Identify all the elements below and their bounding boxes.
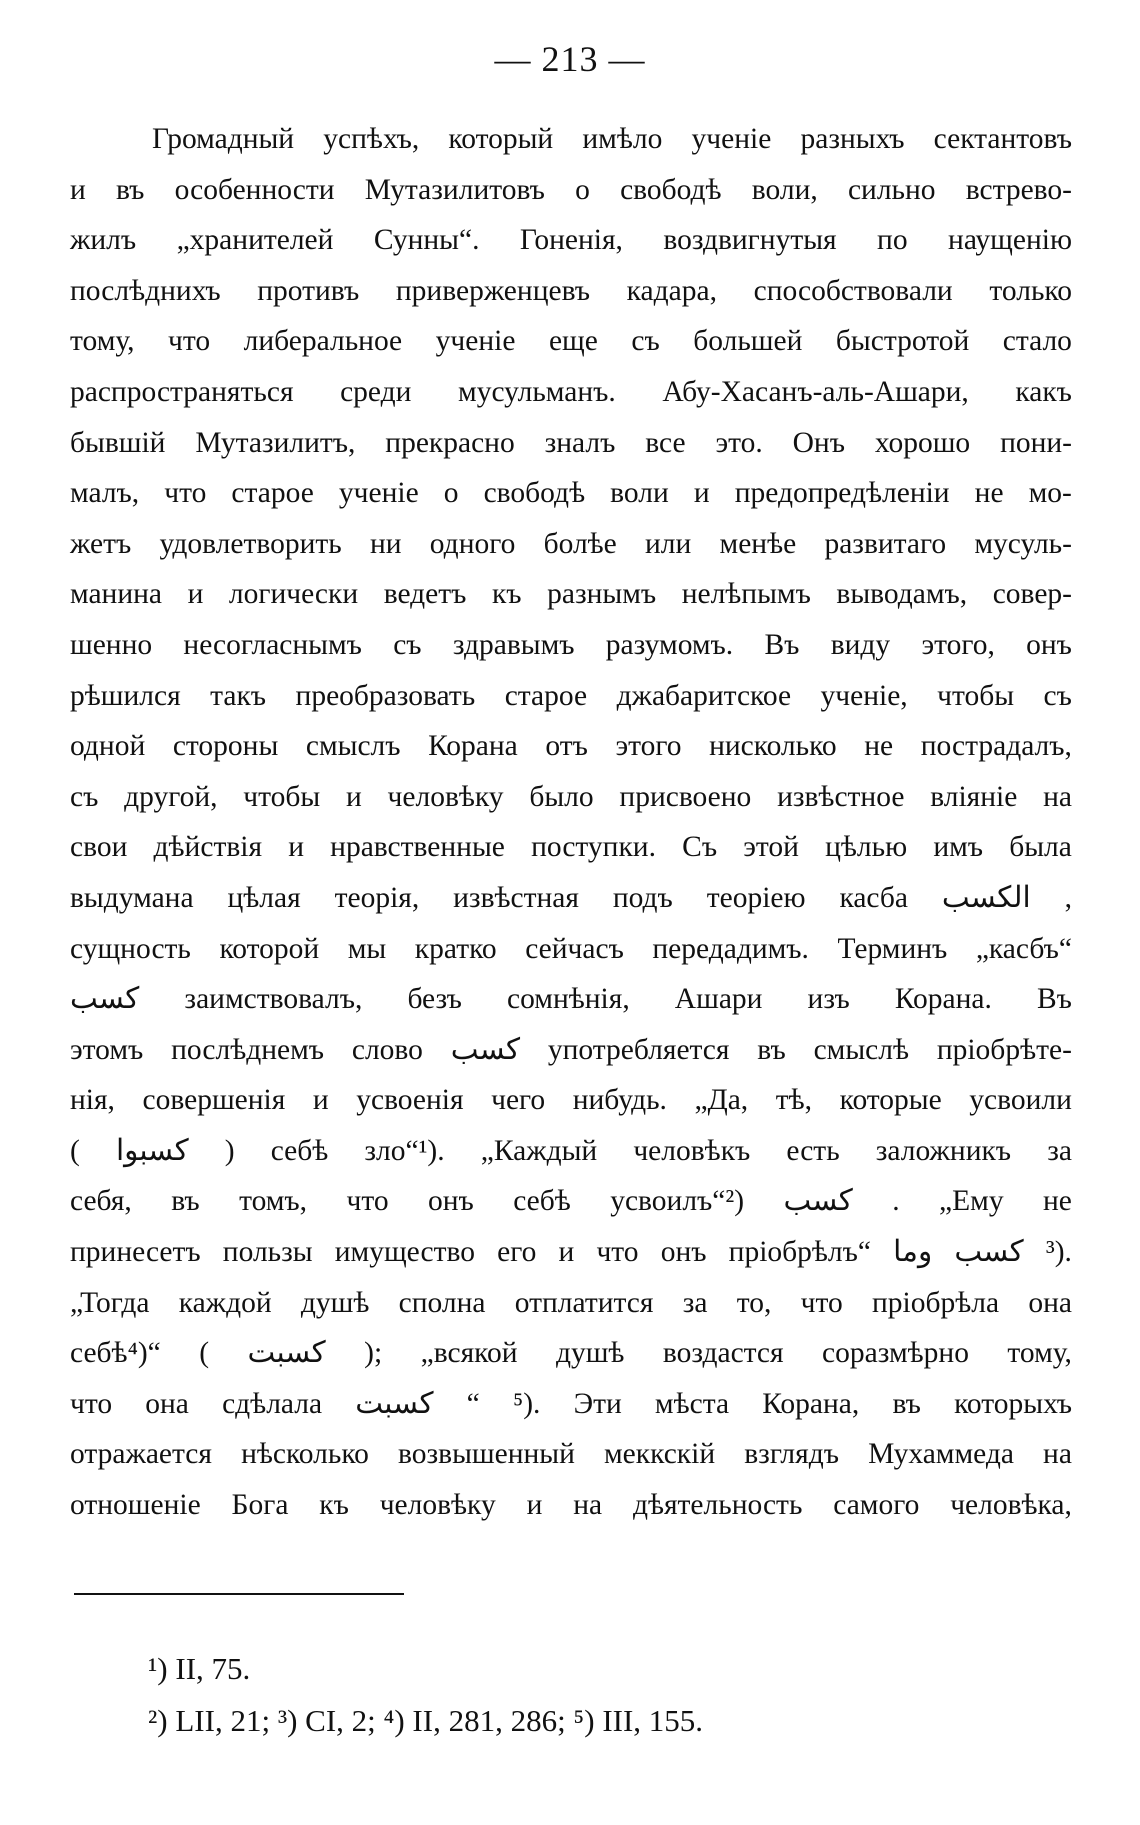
word: ); [364,1337,383,1370]
word: Корана, [762,1387,860,1420]
word: онъ [660,1236,707,1269]
word: и [70,173,86,206]
word: имущество [334,1236,475,1269]
word: „Да, [694,1084,749,1117]
word: и [693,477,710,510]
word: здравымъ [452,628,575,661]
word: и [345,780,362,813]
word: зналъ [544,426,616,459]
text-line [70,1075,1072,1126]
word: человѣкъ [633,1134,751,1167]
word: за [1047,1134,1072,1167]
word: ученіе [435,325,516,358]
word: цѣлью [825,831,908,864]
word: свободѣ [620,173,722,206]
word: заложникъ [875,1134,1012,1167]
word: что [346,1185,389,1218]
word: разныхъ [800,123,905,155]
word: прекрасно [385,426,515,459]
word: Сунны“. [373,224,480,257]
word: которой [219,932,320,965]
word: Онъ [792,426,845,459]
word: его [497,1236,537,1269]
word: сполна [398,1286,486,1319]
word: что [70,1387,113,1420]
word: большей [693,325,803,358]
word: возвышенный [398,1438,575,1471]
word: на [1043,780,1072,813]
word: ученіе [691,123,772,155]
word: предопредѣленіи [734,477,950,510]
text-line [70,266,1072,317]
word: все [645,426,686,459]
word: было [529,780,594,813]
word: съ [393,628,422,661]
word: „хранителей [176,224,334,257]
word: свободѣ [483,477,586,510]
word: Мухаммеда [868,1438,1014,1471]
word: и [288,831,304,864]
word: извѣстное [777,780,905,813]
word: الكسب [941,881,1031,914]
text-line [70,924,1072,975]
word: мусуль- [974,527,1072,560]
word: успѣхъ, [323,123,420,155]
text-line [70,873,1072,924]
word: этого [615,730,682,763]
word: сейчасъ [525,932,624,965]
word: о [575,173,590,206]
word: употребляется [547,1033,730,1066]
word: манина [70,578,163,611]
word: по [877,224,908,257]
text-line [70,620,1072,671]
word: воли, [751,173,818,206]
word: или [645,527,692,560]
word: особенности [174,173,335,206]
word: послѣднемъ [171,1033,325,1066]
word: отношеніе [70,1489,201,1522]
word: смыслъ [305,730,401,763]
word: цѣлая [227,881,301,914]
word: этомъ [70,1033,144,1066]
word: сдѣлала [222,1387,323,1420]
word: не [974,477,1004,510]
text-line [70,1025,1072,1076]
word: рѣшился [70,679,181,712]
body-text [70,114,1072,1531]
word: другой, [124,780,218,813]
word: и [558,1236,575,1269]
word: болѣе [543,527,617,560]
word: ⁵). [512,1387,541,1420]
word: она [1028,1286,1072,1319]
word: къ [319,1489,349,1522]
word: мы [347,932,387,965]
word: какъ [1015,375,1072,408]
text-line [70,418,1072,469]
text-line [70,519,1072,570]
word: отплатится [514,1286,654,1319]
word: ни [369,527,402,560]
word: не [864,730,894,763]
word: заимствовалъ, [184,983,363,1016]
word: Эти [573,1387,622,1420]
word: усвоилъ“²) [610,1185,745,1218]
word: „Ему [939,1185,1004,1218]
word: наущенію [948,224,1072,257]
word: пользы [222,1236,313,1269]
word: себѣ [513,1185,571,1218]
word: безъ [407,983,462,1016]
word: Абу-Хасанъ-аль-Ашари, [662,375,969,408]
word: كسب [954,1236,1024,1269]
word: что [164,477,207,510]
word: нибудь. [572,1084,667,1117]
word: онъ [1026,628,1072,661]
word: одной [70,730,146,763]
word: „Тогда [70,1286,150,1319]
text-line [70,1480,1072,1531]
word: كسبوا [115,1134,189,1167]
word: слово [351,1033,423,1066]
word: способствовали [753,274,953,307]
word: وما [893,1236,933,1269]
word: Бога [231,1489,289,1522]
text-line [70,165,1072,216]
word: нисколько [709,730,837,763]
text-line [70,114,1072,165]
word: стало [1002,325,1072,358]
word: только [989,274,1072,307]
word: Въ [1037,983,1072,1016]
word: онъ [428,1185,474,1218]
word: Мутазилитовъ [364,173,545,206]
word: тѣ, [775,1084,813,1117]
word: , [1064,881,1072,914]
footnotes [148,1643,703,1747]
word: воли [610,477,669,510]
page-number: — 213 — [494,39,646,79]
word: такъ [210,679,267,712]
word: усвоенія [356,1084,464,1117]
word: присвоено [619,780,752,813]
word: Громадный [152,123,295,155]
word: распространяться [70,375,294,408]
word: изъ [807,983,850,1016]
word: ученіе, [820,679,908,712]
word: разумомъ. [605,628,734,661]
word: на [573,1489,603,1522]
text-line [70,1278,1072,1329]
word: старое [504,679,588,712]
word: это. [715,426,763,459]
text-line [70,367,1072,418]
text-line [70,721,1072,772]
word: кратко [414,932,497,965]
word: теоріею [706,881,806,914]
word: дѣятельность [632,1489,803,1522]
text-line [70,671,1072,722]
word: развитаго [824,527,947,560]
word: быстротой [835,325,970,358]
word: въ [115,173,145,206]
word: то, [736,1286,772,1319]
word: пони- [1000,426,1072,459]
word: разнымъ [547,578,657,611]
word: еще [548,325,598,358]
word: каждой [178,1286,272,1319]
word: этого, [921,628,995,661]
word: имъ [933,831,984,864]
text-line [70,974,1072,1025]
word: отражается [70,1438,212,1471]
word: ученіе [338,477,419,510]
word: теорія, [334,881,420,914]
word: совер- [992,578,1072,611]
word: сектантовъ [933,123,1072,155]
word: . [892,1185,900,1218]
word: поступки. [531,831,656,864]
word: Терминъ [837,932,948,965]
word: тому, [1007,1337,1072,1370]
word: малъ, [70,477,140,510]
word: встрево- [965,173,1072,206]
word: кадара, [626,274,717,307]
word: ³). [1045,1236,1072,1269]
word: ) [224,1134,235,1167]
word: كسبت [247,1337,326,1370]
text-line [70,569,1072,620]
word: كسب [783,1185,853,1218]
word: послѣднихъ [70,274,221,307]
word: преобразовать [295,679,476,712]
word: душѣ [555,1337,625,1370]
word: Ашари [674,983,763,1016]
word: Корана [428,730,518,763]
word: и [187,578,204,611]
word: старое [231,477,314,510]
word: كسب [70,983,140,1016]
word: мо- [1028,477,1072,510]
word: ( [70,1134,80,1167]
word: за [682,1286,708,1319]
word: сомнѣнія, [507,983,630,1016]
word: одного [429,527,516,560]
word: отъ [545,730,588,763]
word: كسبت [355,1387,434,1420]
word: воздвигнутыя [663,224,837,257]
text-line [70,1227,1072,1278]
word: усвоили [969,1084,1072,1117]
word: себя, [70,1185,132,1218]
word: виду [830,628,891,661]
word: соразмѣрно [822,1337,969,1370]
word: пріобрѣте- [936,1033,1072,1066]
word: логически [228,578,359,611]
word: كسب [450,1033,521,1066]
word: она [145,1387,189,1420]
word: нѣсколько [241,1438,369,1471]
word: самого [833,1489,920,1522]
text-line [70,1328,1072,1379]
word: жетъ [70,527,132,560]
word: выдумана [70,881,194,914]
word: чтобы [243,780,321,813]
text-line [70,215,1072,266]
word: сущность [70,932,191,965]
word: зло“¹). [364,1134,445,1167]
word: чего [491,1084,546,1117]
word: мусульманъ. [458,375,616,408]
word: нравственные [330,831,505,864]
word: сильно [847,173,936,206]
word: касба [839,881,908,914]
word: которые [839,1084,942,1117]
word: бывшій [70,426,166,459]
word: несогласнымъ [183,628,362,661]
word: удовлетворить [159,527,342,560]
word: этой [743,831,799,864]
word: подъ [612,881,673,914]
word: принесетъ [70,1236,201,1269]
word: мѣста [654,1387,730,1420]
word: выводамъ, [836,578,968,611]
word: противъ [257,274,360,307]
word: джабаритское [616,679,792,712]
word: пріобрѣлъ“ [728,1236,871,1269]
word: имѣло [582,123,663,155]
word: менѣе [719,527,797,560]
word: вліяніе [930,780,1018,813]
word: которыхъ [954,1387,1072,1420]
word: что [168,325,211,358]
word: извѣстная [453,881,579,914]
word: хорошо [874,426,971,459]
word: томъ, [239,1185,308,1218]
word: въ [892,1387,921,1420]
word: пострадалъ, [920,730,1072,763]
text-line [70,316,1072,367]
word: Съ [682,831,718,864]
word: Гоненія, [519,224,623,257]
word: передадимъ. [652,932,809,965]
word: „Каждый [480,1134,598,1167]
word: Мутазилитъ, [195,426,356,459]
word: Въ [764,628,800,661]
text-line [70,1126,1072,1177]
word: человѣку [387,780,504,813]
word: себѣ⁴)“ [70,1337,161,1370]
word: стороны [172,730,279,763]
word: ( [199,1337,210,1370]
word: что [596,1236,639,1269]
word: „всякой [420,1337,518,1370]
footnote-2: ²) LII, 21; ³) CI, 2; ⁴) II, 281, 286; ⁵) III, 155. [148,1703,704,1738]
text-line [70,1429,1072,1480]
word: и [526,1489,543,1522]
word: „касбъ“ [975,932,1072,965]
word: меккскій [604,1438,716,1471]
word: смыслѣ [813,1033,909,1066]
word: шенно [70,628,153,661]
word: Корана. [894,983,992,1016]
word: съ [1043,679,1072,712]
word: “ [466,1387,480,1420]
word: взглядъ [744,1438,839,1471]
word: къ [491,578,522,611]
word: чтобы [937,679,1015,712]
word: нія, [70,1084,115,1117]
word: съ [631,325,660,358]
word: была [1009,831,1072,864]
word: въ [171,1185,200,1218]
text-line [70,1379,1072,1430]
text-line [70,772,1072,823]
word: себѣ [270,1134,329,1167]
word: воздастся [662,1337,784,1370]
word: и [312,1084,329,1117]
word: тому, [70,325,135,358]
word: человѣка, [950,1489,1072,1522]
word: ведетъ [383,578,467,611]
word: есть [786,1134,840,1167]
word: въ [757,1033,786,1066]
word: на [1043,1438,1072,1471]
word: среди [340,375,412,408]
word: приверженцевъ [395,274,591,307]
word: дѣйствія [153,831,263,864]
word: съ [70,780,99,813]
word: жилъ [70,224,137,257]
word: что [800,1286,843,1319]
word: нелѣпымъ [681,578,811,611]
text-line [70,822,1072,873]
word: либеральное [243,325,403,358]
word: о [443,477,459,510]
word: душѣ [300,1286,370,1319]
text-line [70,468,1072,519]
footnote-1: ¹) II, 75. [148,1651,251,1686]
footnote-rule [74,1593,404,1595]
word: не [1043,1185,1072,1218]
word: который [448,123,554,155]
word: пріобрѣла [872,1286,1000,1319]
word: свои [70,831,128,864]
word: совершенія [142,1084,286,1117]
word: человѣку [379,1489,496,1522]
text-line [70,1176,1072,1227]
